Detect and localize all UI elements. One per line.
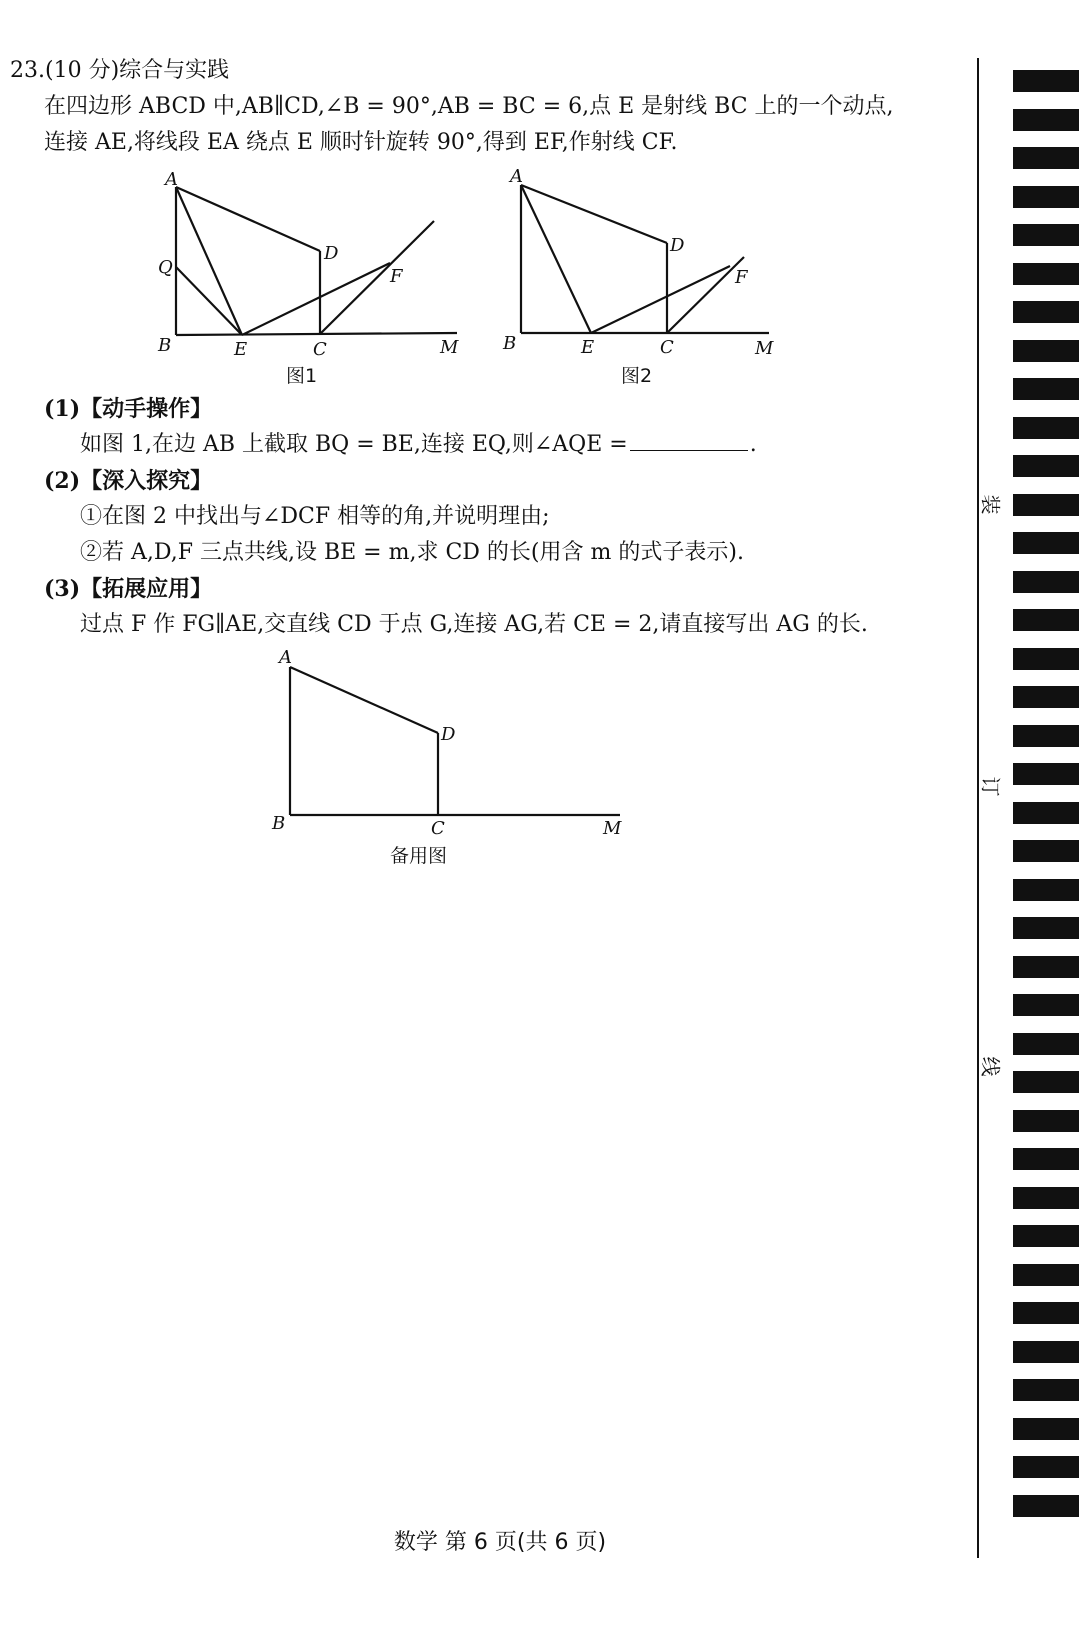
fig1-label-c: C xyxy=(313,339,327,360)
fig1-segment-ad xyxy=(176,187,320,251)
figure-2 xyxy=(495,165,785,365)
binding-stripe xyxy=(1013,840,1079,862)
fig1-segment-qe xyxy=(176,267,242,335)
binding-stripe xyxy=(1013,417,1079,439)
binding-char-zhuang: 装 xyxy=(978,494,1003,515)
binding-char-ding: 订 xyxy=(978,776,1003,797)
binding-stripe xyxy=(1013,956,1079,978)
spare-figure-caption: 备用图 xyxy=(390,845,448,867)
binding-stripe xyxy=(1013,1071,1079,1093)
part2-heading: (2)【深入探究】 xyxy=(44,468,213,494)
problem-title: 综合与实践 xyxy=(119,58,230,83)
binding-stripe xyxy=(1013,494,1079,516)
fig1-label-a: A xyxy=(165,169,178,190)
binding-stripe xyxy=(1013,1264,1079,1286)
binding-stripe xyxy=(1013,1110,1079,1132)
fig2-label-f: F xyxy=(735,267,748,288)
fig2-label-c: C xyxy=(660,337,674,358)
binding-stripe xyxy=(1013,1225,1079,1247)
binding-stripe xyxy=(1013,263,1079,285)
fig2-ray-cf xyxy=(667,257,744,333)
part1-text: 如图 1,在边 AB 上截取 BQ = BE,连接 EQ,则∠AQE = xyxy=(80,432,628,457)
part3-heading: (3)【拓展应用】 xyxy=(44,576,213,602)
problem-score: (10 分) xyxy=(45,58,120,83)
binding-stripe xyxy=(1013,571,1079,593)
fig2-segment-ef xyxy=(591,266,730,333)
binding-stripes xyxy=(1013,70,1079,1550)
binding-stripe xyxy=(1013,994,1079,1016)
binding-stripe xyxy=(1013,532,1079,554)
part1-heading: (1)【动手操作】 xyxy=(44,396,213,422)
fig2-label-d: D xyxy=(670,235,685,256)
fig2-label-a: A xyxy=(510,166,523,187)
binding-stripe xyxy=(1013,1418,1079,1440)
fig2-segment-ad xyxy=(521,185,667,243)
spare-label-c: C xyxy=(431,818,445,839)
fig2-segment-ae xyxy=(521,185,591,333)
problem-stem-line-2: 连接 AE,将线段 EA 绕点 E 顺时针旋转 90°,得到 EF,作射线 CF. xyxy=(44,130,678,155)
binding-stripe xyxy=(1013,1341,1079,1363)
part1-question xyxy=(80,432,757,458)
spare-label-a: A xyxy=(279,647,292,668)
part2-item-1: ①在图 2 中找出与∠DCF 相等的角,并说明理由; xyxy=(80,504,550,529)
figure-1 xyxy=(150,165,470,365)
binding-stripe xyxy=(1013,763,1079,785)
fig2-label-b: B xyxy=(503,333,517,354)
fig1-caption: 图1 xyxy=(286,365,318,387)
binding-stripe xyxy=(1013,648,1079,670)
part3-text: 过点 F 作 FG∥AE,交直线 CD 于点 G,连接 AG,若 CE = 2,请直接写出 AG 的长. xyxy=(80,612,868,637)
binding-stripe xyxy=(1013,879,1079,901)
binding-stripe xyxy=(1013,609,1079,631)
fig1-label-e: E xyxy=(234,339,248,360)
spare-label-m: M xyxy=(603,818,622,839)
binding-stripe xyxy=(1013,147,1079,169)
part2-item-2: ②若 A,D,F 三点共线,设 BE = m,求 CD 的长(用含 m 的式子表示). xyxy=(80,540,744,565)
binding-stripe xyxy=(1013,1456,1079,1478)
fig1-label-q: Q xyxy=(158,257,173,278)
binding-stripe xyxy=(1013,70,1079,92)
fig2-label-e: E xyxy=(581,337,595,358)
binding-char-xian: 线 xyxy=(978,1056,1003,1077)
fig2-label-m: M xyxy=(755,338,774,359)
binding-stripe xyxy=(1013,1379,1079,1401)
spare-figure xyxy=(270,645,630,845)
fig1-segment-ef xyxy=(242,263,390,335)
binding-stripe xyxy=(1013,378,1079,400)
fig1-ray-cf xyxy=(320,221,434,334)
binding-stripe xyxy=(1013,455,1079,477)
fig1-ray-bm xyxy=(176,333,457,335)
binding-stripe xyxy=(1013,1033,1079,1055)
binding-stripe xyxy=(1013,1495,1079,1517)
spare-label-d: D xyxy=(441,724,456,745)
binding-margin-line xyxy=(977,58,979,1558)
binding-stripe xyxy=(1013,725,1079,747)
problem-stem-line-1: 在四边形 ABCD 中,AB∥CD,∠B = 90°,AB = BC = 6,点 E 是射线 BC 上的一个动点, xyxy=(44,94,894,119)
binding-stripe xyxy=(1013,224,1079,246)
binding-stripe xyxy=(1013,1302,1079,1324)
binding-stripe xyxy=(1013,802,1079,824)
binding-stripe xyxy=(1013,340,1079,362)
binding-stripe xyxy=(1013,301,1079,323)
fig1-label-m: M xyxy=(440,337,459,358)
fig1-segment-ae xyxy=(176,187,242,335)
fig1-label-f: F xyxy=(390,266,403,287)
answer-blank xyxy=(630,432,748,451)
page-footer: 数学 第 6 页(共 6 页) xyxy=(393,1530,607,1555)
binding-stripe xyxy=(1013,109,1079,131)
fig1-label-d: D xyxy=(324,243,339,264)
binding-stripe xyxy=(1013,917,1079,939)
binding-stripe xyxy=(1013,1187,1079,1209)
spare-segment-ad xyxy=(290,667,438,733)
binding-stripe xyxy=(1013,186,1079,208)
binding-stripe xyxy=(1013,1148,1079,1170)
part1-text-end: . xyxy=(749,432,757,457)
spare-label-b: B xyxy=(272,813,286,834)
fig1-label-b: B xyxy=(158,335,172,356)
problem-number: 23. xyxy=(10,58,45,83)
binding-stripe xyxy=(1013,686,1079,708)
fig2-caption: 图2 xyxy=(621,365,653,387)
problem-header xyxy=(10,58,229,84)
